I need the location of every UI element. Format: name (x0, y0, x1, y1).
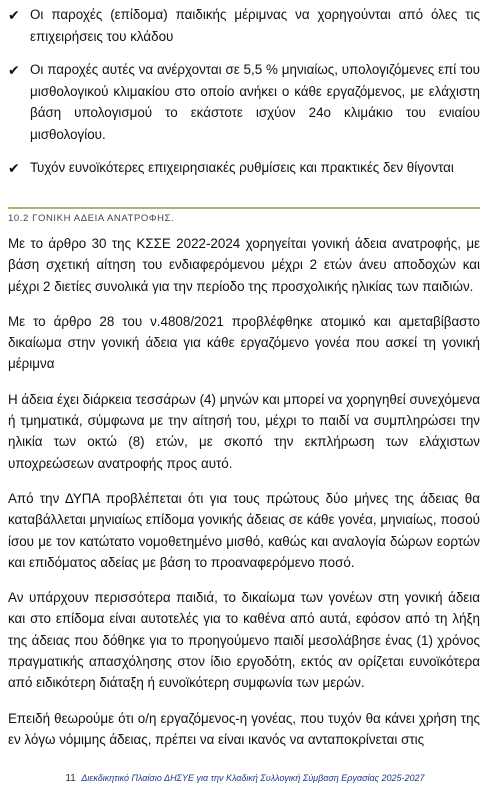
footer-text: Διεκδικητικό Πλαίσιο ΔΗΣΥΕ για την Κλαδική Συλλογική Σύμβαση Εργασίας 2025-2027 (81, 773, 425, 783)
bullet-text: Οι παροχές αυτές να ανέρχονται σε 5,5 % μηνιαίως, υπολογιζόμενες επί του μισθολογικού κλιμακίου στο οποίο ανήκει ο κάθε εργαζόμενος, με ελάχιστη βάση υπολογισμού το εκάστοτε ισχύον 24ο κλιμάκιο του ενιαίου μισθολογίου. (30, 62, 480, 142)
paragraph: Επειδή θεωρούμε ότι ο/η εργαζόμενος-η γονέας, που τυχόν θα κάνει χρήση της εν λόγω νόμιμης άδειας, πρέπει να είναι ικανός να ανταποκρίνεται στις (8, 710, 480, 747)
checkmark-icon: ✔ (8, 62, 20, 78)
section-heading: 10.2 ΓΟΝΙΚΗ ΑΔΕΙΑ ΑΝΑΤΡΟΦΗΣ. (8, 213, 175, 224)
bullet-item (8, 59, 480, 145)
bullet-text: Τυχόν ευνοϊκότερες επιχειρησιακές ρυθμίσεις και πρακτικές δεν θίγονται (30, 160, 454, 175)
paragraph: Από την ΔΥΠΑ προβλέπεται ότι για τους πρώτους δύο μήνες της άδειας θα καταβάλλεται μηνιαίως επίδομα γονικής άδειας σε κάθε γονέα, μηνιαίως, ποσού ίσου με τον κατώτατο νομοθετημένο μισθό, καθώς και αναλογία δώρων εορτών και επιδόματος αδείας με βάση το προαναφερόμενο ποσό. (8, 490, 480, 570)
bullet-item (8, 4, 480, 47)
bullet-item (8, 157, 480, 179)
page-footer (0, 773, 490, 784)
bullet-list (8, 4, 480, 191)
paragraph: Με το άρθρο 28 του ν.4808/2021 προβλέφθηκε ατομικό και αμεταβίβαστο δικαίωμα στην γονική άδεια για κάθε εργαζόμενο γονέα που ασκεί τη γονική μέριμνα (8, 313, 480, 372)
section-parental-leave (8, 207, 480, 764)
section-divider (8, 207, 480, 209)
paragraph: Αν υπάρχουν περισσότερα παιδιά, το δικαίωμα των γονέων στη γονική άδεια και στο επίδομα είναι αυτοτελές για το καθένα από αυτά, εφόσον από τη λήξη της άδειας που δόθηκε για το προηγούμενο παιδί μεσολάβησε ένας (1) χρόνος πραγματικής απασχόλησης στον ίδιο εργοδότη, εκτός αν ορίζεται ευνοϊκότερα από ειδικότερη διάταξη ή ευνοϊκότερη συμφωνία των μερών. (8, 590, 480, 691)
checkmark-icon: ✔ (8, 7, 20, 23)
checkmark-icon: ✔ (8, 160, 20, 176)
page-number: 11 (65, 773, 76, 784)
bullet-text: Οι παροχές (επίδομα) παιδικής μέριμνας να χορηγούνται από όλες τις επιχειρήσεις του κλάδου (30, 7, 480, 44)
paragraph: Με το άρθρο 30 της ΚΣΣΕ 2022-2024 χορηγείται γονική άδεια ανατροφής, με βάση σχετική αίτηση του ενδιαφερόμενου μέχρι 2 ετών άνευ αποδοχών και μέχρι 2 διετίες συνολικά για την περίοδο της προσχολικής ηλικίας των παιδιών. (8, 236, 480, 294)
paragraph: Η άδεια έχει διάρκεια τεσσάρων (4) μηνών και μπορεί να χορηγηθεί συνεχόμενα ή τμηματικά, σύμφωνα με την αίτησή του, μέχρι το παιδί να συμπληρώσει την ηλικία των οκτώ (8) ετών, με σκοπό την εκπλήρωση των ελάχιστων υποχρεώσεων ανατροφής προς αυτό. (8, 391, 480, 471)
